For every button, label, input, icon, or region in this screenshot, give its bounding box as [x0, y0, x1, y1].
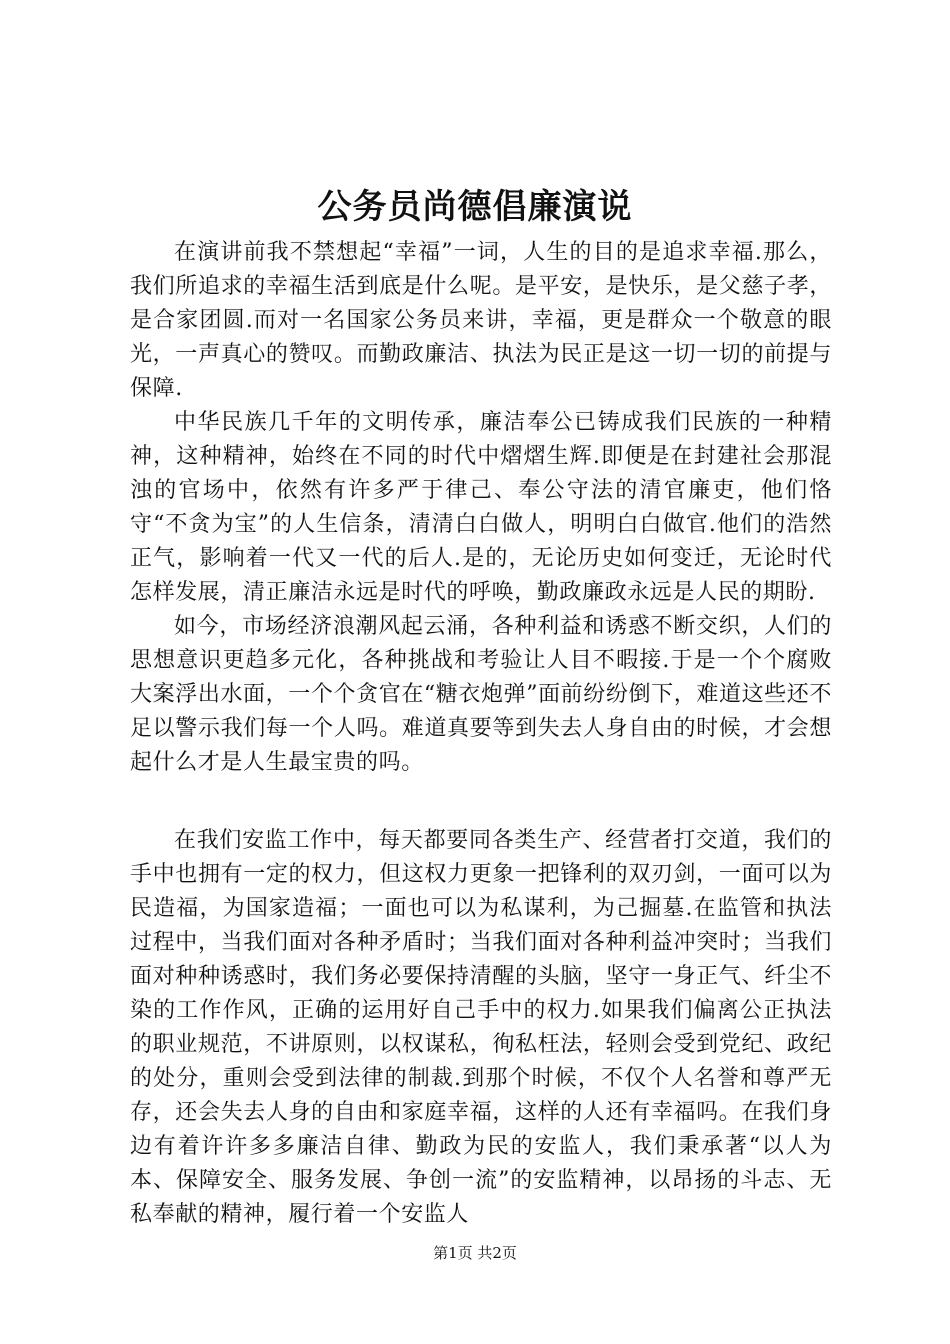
- page-number-footer: 第1页 共2页: [433, 1244, 517, 1262]
- paragraph-spacer: [130, 780, 832, 824]
- document-title: 公务员尚德倡廉演说: [317, 187, 633, 227]
- paragraph-4: 在我们安监工作中，每天都要同各类生产、经营者打交道，我们的手中也拥有一定的权力，但这权力更象一把锋利的双刃剑，一面可以为民造福，为国家造福；一面也可以为私谋利，为己掘墓.在监管和执法过程中，当我们面对各种矛盾时；当我们面对各种利益冲突时；当我们面对种种诱惑时，我们务必要保持清醒的头脑，坚守一身正气、纤尘不染的工作作风，正确的运用好自己手中的权力.如果我们偏离公正执法的职业规范，不讲原则，以权谋私，徇私枉法，轻则会受到党纪、政纪的处分，重则会受到法律的制裁.到那个时候，不仅个人名誉和尊严无存，还会失去人身的自由和家庭幸福，这样的人还有幸福吗。在我们身边有着许许多多廉洁自律、勤政为民的安监人，我们秉承著“以人为本、保障安全、服务发展、争创一流”的安监精神，以昂扬的斗志、无私奉献的精神，履行着一个安监人: [130, 828, 832, 1227]
- paragraph-3: 如今，市场经济浪潮风起云涌，各种利益和诱惑不断交织，人们的思想意识更趋多元化，各种挑战和考验让人目不暇接.于是一个个腐败大案浮出水面，一个个贪官在“糖衣炮弹”面前纷纷倒下，难道这些还不足以警示我们每一个人吗。难道真要等到失去人身自由的时候，才会想起什么才是人生最宝贵的吗。: [130, 614, 832, 775]
- paragraph-2: 中华民族几千年的文明传承，廉洁奉公已铸成我们民族的一种精神，这种精神，始终在不同的时代中熠熠生辉.即便是在封建社会那混浊的官场中，依然有许多严于律己、奉公守法的清官廉吏，他们恪守“不贪为宝”的人生信条，清清白白做人，明明白白做官.他们的浩然正气，影响着一代又一代的后人.是的，无论历史如何变迁，无论时代怎样发展，清正廉洁永远是时代的呼唤，勤政廉政永远是人民的期盼.: [130, 410, 832, 605]
- document-body: [130, 236, 832, 1232]
- paragraph-1: 在演讲前我不禁想起“幸福”一词，人生的目的是追求幸福.那么，我们所追求的幸福生活到底是什么呢。是平安，是快乐，是父慈子孝，是合家团圆.而对一名国家公务员来讲，幸福，更是群众一个敬意的眼光，一声真心的赞叹。而勤政廉洁、执法为民正是这一切一切的前提与保障.: [130, 240, 832, 401]
